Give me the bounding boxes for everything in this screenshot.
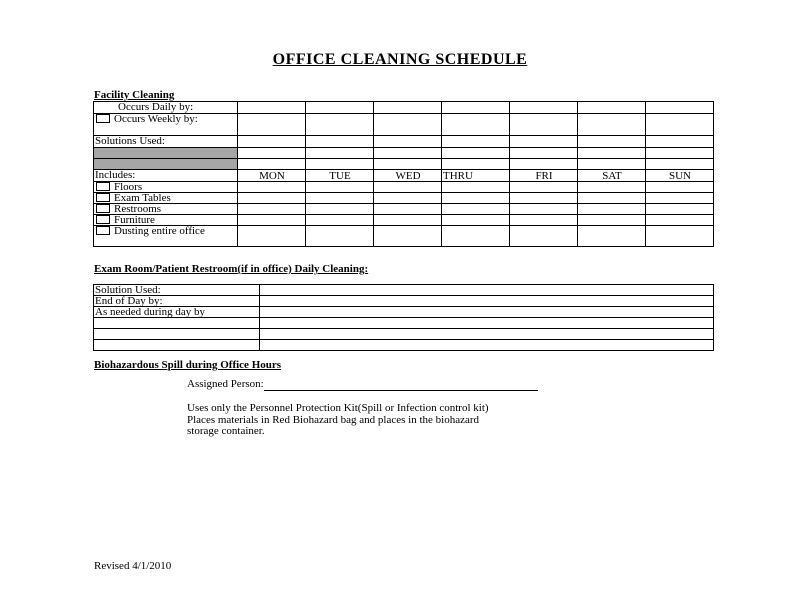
table-row [94,114,714,136]
table-cell[interactable] [646,215,714,226]
revision-date: Revised 4/1/2010 [94,560,172,572]
days-header-row [94,170,714,182]
table-row [94,296,714,307]
table-row [94,215,714,226]
table-cell[interactable] [442,136,510,148]
table-cell[interactable] [374,148,442,159]
table-row [94,204,714,215]
table-cell[interactable] [374,182,442,193]
shaded-cell [94,159,238,170]
checkbox[interactable] [96,226,110,235]
table-cell[interactable] [238,136,306,148]
include-item-label: Furniture [114,214,155,226]
table-cell[interactable] [94,340,260,351]
biohazard-instructions [187,403,489,438]
table-cell[interactable] [510,182,578,193]
table-cell[interactable] [260,307,714,318]
table-row [94,318,714,329]
include-item-label: Floors [114,181,143,193]
table-cell[interactable] [646,204,714,215]
table-cell[interactable] [578,215,646,226]
instruction-line: storage container. [187,425,265,437]
table-cell[interactable] [374,215,442,226]
table-cell[interactable] [374,193,442,204]
table-cell[interactable] [374,226,442,247]
assigned-person-label: Assigned Person: [187,378,264,390]
instruction-line: Places materials in Red Biohazard bag and places in the biohazard [187,413,480,426]
table-cell[interactable] [442,182,510,193]
table-row [94,285,714,296]
table-cell[interactable] [94,318,260,329]
table-cell[interactable] [510,148,578,159]
table-cell[interactable] [646,148,714,159]
include-item-furniture [94,215,238,226]
include-item-label: Dusting entire office [114,225,205,237]
table-cell[interactable] [578,148,646,159]
table-cell[interactable] [442,226,510,247]
table-row [94,193,714,204]
day-header-fri: FRI [510,170,578,182]
table-cell[interactable] [646,102,714,114]
occurs-weekly-label: Occurs Weekly by: [114,113,198,125]
table-cell[interactable] [238,159,306,170]
end-of-day-label: End of Day by: [94,296,260,307]
biohazard-heading: Biohazardous Spill during Office Hours [94,359,282,371]
occurs-weekly-checkbox[interactable] [96,114,110,123]
solutions-used-label: Solutions Used: [94,136,238,148]
table-row [94,136,714,148]
table-cell[interactable] [510,226,578,247]
table-row [94,307,714,318]
shaded-cell [94,148,238,159]
checkbox[interactable] [96,193,110,202]
include-item-label: Restrooms [114,203,162,215]
table-cell[interactable] [510,102,578,114]
page-title: OFFICE CLEANING SCHEDULE [272,51,528,68]
facility-cleaning-table [93,101,714,247]
table-cell[interactable] [442,193,510,204]
table-cell[interactable] [238,182,306,193]
table-row [94,329,714,340]
day-header-tue: TUE [306,170,374,182]
table-row [94,159,714,170]
table-cell[interactable] [578,182,646,193]
exam-room-table [93,284,714,351]
table-cell[interactable] [306,193,374,204]
table-row [94,182,714,193]
table-row [94,148,714,159]
table-cell[interactable] [442,148,510,159]
include-item-exam-tables [94,193,238,204]
checkbox[interactable] [96,215,110,224]
table-cell[interactable] [442,159,510,170]
exam-room-heading: Exam Room/Patient Restroom(if in office) Daily Cleaning: [94,263,369,275]
includes-label: Includes: [94,170,238,182]
table-cell[interactable] [238,215,306,226]
as-needed-label: As needed during day by [94,307,260,318]
table-cell[interactable] [578,193,646,204]
table-cell[interactable] [238,204,306,215]
table-cell[interactable] [238,114,306,136]
include-item-label: Exam Tables [114,192,171,204]
day-header-wed: WED [374,170,442,182]
table-cell[interactable] [510,204,578,215]
table-cell[interactable] [260,296,714,307]
table-cell[interactable] [442,114,510,136]
table-row [94,226,714,247]
assigned-person-row [187,379,538,391]
table-cell[interactable] [306,159,374,170]
table-cell[interactable] [646,193,714,204]
table-cell[interactable] [306,148,374,159]
table-cell[interactable] [578,159,646,170]
table-cell[interactable] [306,136,374,148]
table-cell[interactable] [510,215,578,226]
table-cell[interactable] [238,226,306,247]
table-cell[interactable] [306,182,374,193]
table-cell[interactable] [306,114,374,136]
table-cell[interactable] [646,136,714,148]
table-cell[interactable] [510,136,578,148]
day-header-mon: MON [238,170,306,182]
checkbox[interactable] [96,182,110,191]
table-cell[interactable] [442,204,510,215]
table-cell[interactable] [578,114,646,136]
occurs-weekly-cell [94,114,238,136]
table-cell[interactable] [374,136,442,148]
checkbox[interactable] [96,204,110,213]
table-cell[interactable] [238,148,306,159]
instruction-line: Uses only the Personnel Protection Kit(Spill or Infection control kit) [187,402,489,414]
table-cell[interactable] [442,215,510,226]
include-item-restrooms [94,204,238,215]
table-cell[interactable] [94,329,260,340]
day-header-sun: SUN [646,170,714,182]
occurs-daily-label: Occurs Daily by: [94,102,238,114]
table-cell[interactable] [578,226,646,247]
table-cell[interactable] [646,182,714,193]
table-cell[interactable] [646,226,714,247]
facility-cleaning-heading: Facility Cleaning [94,89,175,101]
table-cell[interactable] [306,215,374,226]
table-cell[interactable] [578,136,646,148]
table-cell[interactable] [306,226,374,247]
table-cell[interactable] [306,102,374,114]
solution-used-label: Solution Used: [94,285,260,296]
day-header-sat: SAT [578,170,646,182]
table-row [94,340,714,351]
table-cell[interactable] [578,204,646,215]
table-cell[interactable] [510,114,578,136]
table-cell[interactable] [578,102,646,114]
table-cell[interactable] [238,102,306,114]
assigned-person-field[interactable] [264,381,538,391]
table-row [94,102,714,114]
table-cell[interactable] [306,204,374,215]
table-cell[interactable] [260,329,714,340]
include-item-dusting [94,226,238,247]
include-item-floors [94,182,238,193]
table-cell[interactable] [260,318,714,329]
table-cell[interactable] [260,285,714,296]
table-cell[interactable] [374,114,442,136]
table-cell[interactable] [374,204,442,215]
day-header-thru: THRU [442,170,510,182]
table-cell[interactable] [510,159,578,170]
table-cell[interactable] [260,340,714,351]
table-cell[interactable] [646,114,714,136]
table-cell[interactable] [646,159,714,170]
table-cell[interactable] [374,102,442,114]
table-cell[interactable] [510,193,578,204]
table-cell[interactable] [442,102,510,114]
table-cell[interactable] [238,193,306,204]
table-cell[interactable] [374,159,442,170]
